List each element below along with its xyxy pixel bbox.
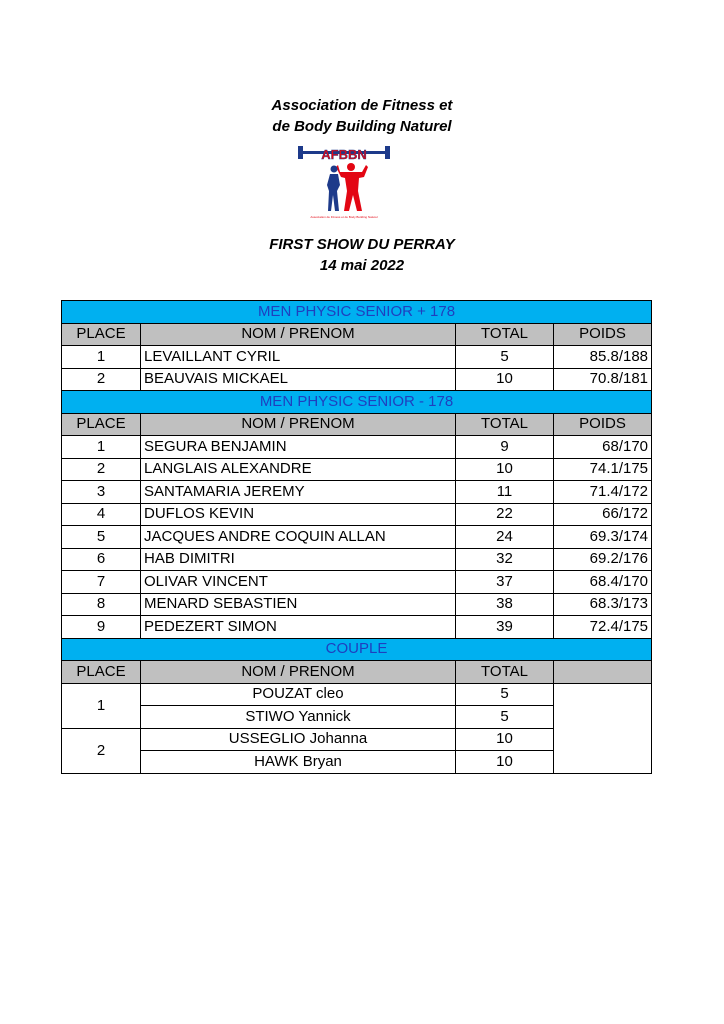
- table-row: [62, 503, 652, 526]
- column-header-row: [62, 413, 652, 436]
- header-name: NOM / PRENOM: [141, 661, 456, 684]
- logo-text: AFBBN: [321, 147, 367, 162]
- poids-cell: 71.4/172: [554, 481, 652, 504]
- name-cell: OLIVAR VINCENT: [141, 571, 456, 594]
- total-cell: 11: [456, 481, 554, 504]
- place-cell: 1: [62, 346, 141, 369]
- logo-subtitle: Association de Fitness et de Body Building Naturel: [310, 215, 378, 219]
- name-cell: LANGLAIS ALEXANDRE: [141, 458, 456, 481]
- section-title: MEN PHYSIC SENIOR + 178: [62, 301, 652, 324]
- header-name: NOM / PRENOM: [141, 323, 456, 346]
- place-cell: 7: [62, 571, 141, 594]
- column-header-row: [62, 661, 652, 684]
- name-cell: BEAUVAIS MICKAEL: [141, 368, 456, 391]
- event-title-block: [0, 234, 724, 276]
- total-cell: 10: [456, 458, 554, 481]
- empty-cell: [554, 683, 652, 773]
- table-row: [62, 571, 652, 594]
- poids-cell: 68.4/170: [554, 571, 652, 594]
- event-title: FIRST SHOW DU PERRAY: [269, 236, 455, 253]
- header-poids: POIDS: [554, 323, 652, 346]
- place-cell: 9: [62, 616, 141, 639]
- name-cell: DUFLOS KEVIN: [141, 503, 456, 526]
- header-name: NOM / PRENOM: [141, 413, 456, 436]
- org-line-2: de Body Building Naturel: [272, 118, 452, 135]
- total-cell: 9: [456, 436, 554, 459]
- total-cell: 5: [456, 706, 554, 729]
- table-row: [62, 481, 652, 504]
- column-header-row: [62, 323, 652, 346]
- section-title: COUPLE: [62, 638, 652, 661]
- table-row: [62, 526, 652, 549]
- poids-cell: 85.8/188: [554, 346, 652, 369]
- event-date: 14 mai 2022: [319, 257, 405, 274]
- section-title-row: [62, 391, 652, 414]
- name-cell: STIWO Yannick: [141, 706, 456, 729]
- place-cell: 6: [62, 548, 141, 571]
- name-cell: SEGURA BENJAMIN: [141, 436, 456, 459]
- table-row: [62, 593, 652, 616]
- name-cell: PEDEZERT SIMON: [141, 616, 456, 639]
- total-cell: 10: [456, 728, 554, 751]
- section-title-row: [62, 301, 652, 324]
- header-place: PLACE: [62, 413, 141, 436]
- header-poids: POIDS: [554, 413, 652, 436]
- poids-cell: 68.3/173: [554, 593, 652, 616]
- name-cell: HAB DIMITRI: [141, 548, 456, 571]
- organization-title: [0, 95, 724, 137]
- name-cell: SANTAMARIA JEREMY: [141, 481, 456, 504]
- header-place: PLACE: [62, 323, 141, 346]
- total-cell: 24: [456, 526, 554, 549]
- table-row: [62, 683, 652, 706]
- poids-cell: 69.3/174: [554, 526, 652, 549]
- section-title: MEN PHYSIC SENIOR - 178: [62, 391, 652, 414]
- total-cell: 22: [456, 503, 554, 526]
- total-cell: 5: [456, 683, 554, 706]
- poids-cell: 70.8/181: [554, 368, 652, 391]
- header-place: PLACE: [62, 661, 141, 684]
- section-title-row: [62, 638, 652, 661]
- place-cell: 3: [62, 481, 141, 504]
- name-cell: JACQUES ANDRE COQUIN ALLAN: [141, 526, 456, 549]
- place-cell: 1: [62, 436, 141, 459]
- name-cell: LEVAILLANT CYRIL: [141, 346, 456, 369]
- total-cell: 32: [456, 548, 554, 571]
- place-cell: 4: [62, 503, 141, 526]
- total-cell: 39: [456, 616, 554, 639]
- results-table: [61, 300, 652, 774]
- total-cell: 5: [456, 346, 554, 369]
- poids-cell: 66/172: [554, 503, 652, 526]
- poids-cell: 74.1/175: [554, 458, 652, 481]
- place-cell: 1: [62, 683, 141, 728]
- table-row: [62, 436, 652, 459]
- total-cell: 38: [456, 593, 554, 616]
- header-total: TOTAL: [456, 323, 554, 346]
- header-total: TOTAL: [456, 661, 554, 684]
- total-cell: 37: [456, 571, 554, 594]
- name-cell: POUZAT cleo: [141, 683, 456, 706]
- place-cell: 8: [62, 593, 141, 616]
- place-cell: 2: [62, 458, 141, 481]
- name-cell: MENARD SEBASTIEN: [141, 593, 456, 616]
- poids-cell: 72.4/175: [554, 616, 652, 639]
- place-cell: 2: [62, 728, 141, 773]
- table-row: [62, 616, 652, 639]
- total-cell: 10: [456, 368, 554, 391]
- table-row: [62, 548, 652, 571]
- afbbn-logo: [296, 145, 392, 221]
- place-cell: 2: [62, 368, 141, 391]
- header-empty: [554, 661, 652, 684]
- table-row: [62, 346, 652, 369]
- name-cell: HAWK Bryan: [141, 751, 456, 774]
- org-line-1: Association de Fitness et: [271, 97, 453, 114]
- poids-cell: 69.2/176: [554, 548, 652, 571]
- name-cell: USSEGLIO Johanna: [141, 728, 456, 751]
- place-cell: 5: [62, 526, 141, 549]
- poids-cell: 68/170: [554, 436, 652, 459]
- total-cell: 10: [456, 751, 554, 774]
- header-total: TOTAL: [456, 413, 554, 436]
- table-row: [62, 368, 652, 391]
- table-row: [62, 458, 652, 481]
